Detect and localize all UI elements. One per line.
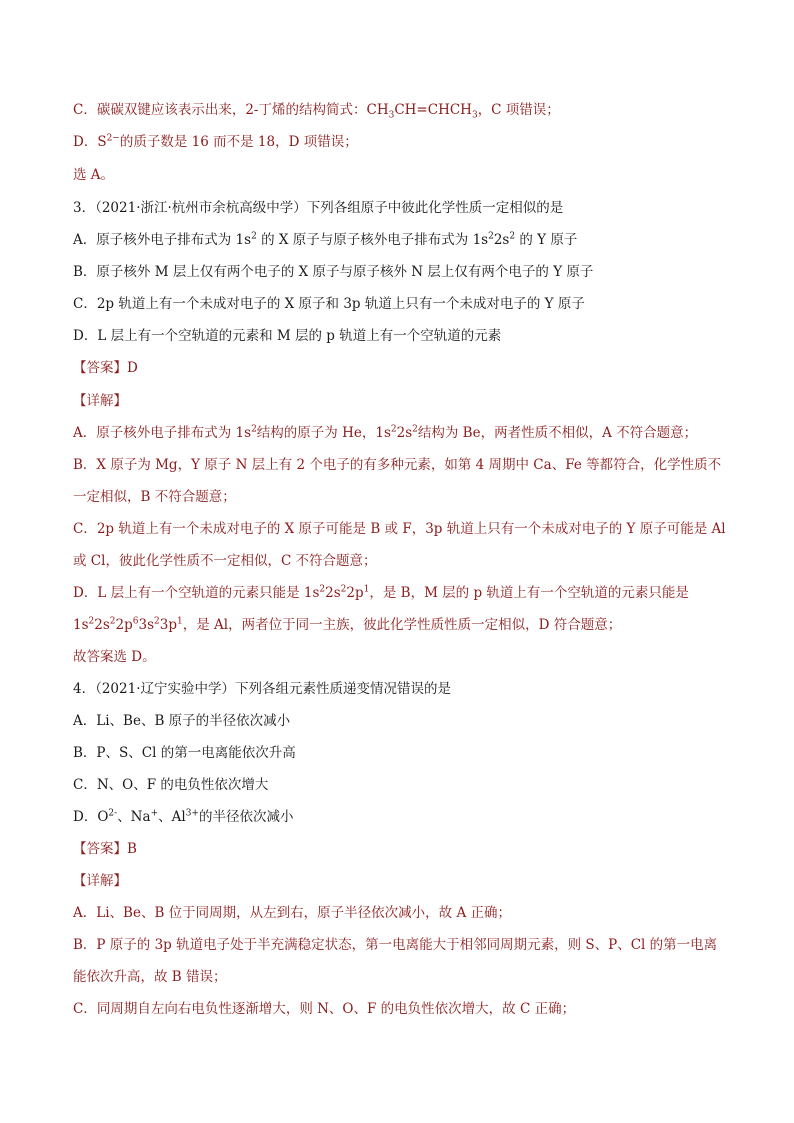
text-line-d1	[73, 132, 733, 152]
text-segment: 2-	[108, 808, 118, 819]
text-line-c1	[73, 100, 733, 120]
text-segment: 3s	[138, 617, 155, 633]
text-segment: 2	[319, 584, 326, 595]
text-line-e3b1	[73, 455, 733, 475]
text-segment: 1	[363, 584, 370, 595]
text-line-q3	[73, 198, 733, 218]
text-segment: C．同周期自左向右电负性逐渐增大，则 N、O、F 的电负性依次增大，故 C 正确；	[73, 1001, 576, 1017]
text-line-e3b2	[73, 487, 733, 507]
text-segment: 2	[251, 231, 257, 242]
text-line-q3b	[73, 262, 733, 282]
text-segment: 3p	[159, 617, 177, 633]
text-line-e3c2	[73, 551, 733, 571]
text-segment: 能依次升高，故 B 错误；	[73, 969, 227, 985]
text-segment: 2	[488, 231, 494, 242]
text-segment: 2p	[115, 617, 133, 633]
text-segment: 3+	[185, 808, 199, 819]
text-segment: 2	[88, 616, 95, 627]
text-segment: 的 X 原子与原子核外电子排布式为 1s	[256, 232, 489, 248]
text-line-q3c	[73, 294, 733, 314]
text-segment: A．原子核外电子排布式为 1s	[73, 232, 252, 248]
text-line-sel1	[73, 165, 733, 185]
text-line-det3	[73, 391, 733, 411]
text-segment: 2s	[94, 617, 110, 633]
text-segment: 、Al	[158, 809, 186, 825]
text-segment: 3．（2021·浙江·杭州市余杭高级中学）下列各组原子中彼此化学性质一定相似的是	[73, 200, 564, 216]
text-segment: 选 A。	[73, 167, 115, 183]
text-segment: 2s	[325, 585, 341, 601]
text-line-e3c1	[73, 519, 733, 539]
text-segment: 【答案】D	[73, 360, 138, 376]
text-segment: 4．（2021·辽宁实验中学）下列各组元素性质递变情况错误的是	[73, 681, 451, 697]
text-line-q3d	[73, 326, 733, 346]
text-segment: A．Li、Be、B 原子的半径依次减小	[73, 713, 291, 729]
text-segment: 3	[471, 110, 478, 121]
text-segment: 3	[388, 110, 395, 121]
text-segment: 结构为 Be，两者性质不相似，A 不符合题意；	[417, 425, 698, 441]
text-line-q3a	[73, 230, 733, 250]
text-segment: D．S	[73, 134, 107, 150]
text-segment: 1	[177, 616, 183, 627]
text-line-e4a	[73, 903, 733, 923]
text-segment: 的 Y 原子	[515, 232, 578, 248]
text-segment: CH	[366, 102, 389, 118]
text-line-q4	[73, 679, 733, 699]
text-line-q4a	[73, 711, 733, 731]
text-line-e3d2	[73, 615, 733, 635]
text-segment: 的半径依次减小	[198, 809, 294, 825]
text-segment: 2	[154, 616, 160, 627]
text-segment: 2	[509, 231, 516, 242]
text-segment: 2	[251, 424, 257, 435]
text-segment: A．Li、Be、B 位于同周期，从左到右，原子半径依次减小，故 A 正确；	[73, 905, 511, 921]
text-segment: 、Na	[117, 809, 151, 825]
text-line-det4	[73, 871, 733, 891]
text-segment: 2s	[396, 425, 413, 441]
text-segment: 2	[412, 424, 418, 435]
text-line-e4b2	[73, 967, 733, 987]
text-line-q4b	[73, 743, 733, 763]
text-segment: C．2p 轨道上有一个未成对电子的 X 原子可能是 B 或 F，3p 轨道上只有一个未成对电子的 Y 原子可能是 Al	[73, 521, 726, 537]
text-segment: 2	[109, 616, 116, 627]
text-line-e3d1	[73, 583, 733, 603]
text-segment: 【详解】	[73, 393, 127, 409]
text-segment: 2s	[493, 232, 510, 248]
text-segment: 2	[390, 424, 397, 435]
text-segment: 一定相似，B 不符合题意；	[73, 489, 236, 505]
text-line-ans4	[73, 839, 733, 859]
text-segment: 结构的原子为 He，1s	[256, 425, 391, 441]
text-line-sel3	[73, 647, 733, 667]
text-segment: +	[150, 808, 159, 819]
text-segment: 2	[340, 584, 347, 595]
text-segment: B．P、S、Cl 的第一电离能依次升高	[73, 745, 296, 761]
text-segment: 或 Cl，彼此化学性质不一定相似，C 不符合题意；	[73, 553, 377, 569]
text-line-e3a	[73, 423, 733, 443]
text-segment: ，C 项错误；	[477, 102, 560, 118]
text-segment: D．O	[73, 809, 109, 825]
text-segment: C．碳碳双键应该表示出来，2-丁烯的结构简式：	[73, 102, 367, 118]
text-segment: 的质子数是 16 而不是 18，D 项错误；	[119, 134, 358, 150]
text-segment: A．原子核外电子排布式为 1s	[73, 425, 252, 441]
text-segment: 【详解】	[73, 873, 127, 889]
text-segment: 2p	[346, 585, 364, 601]
text-segment: C．N、O、F 的电负性依次增大	[73, 777, 269, 793]
text-line-e4c	[73, 999, 733, 1019]
text-segment: C．2p 轨道上有一个未成对电子的 X 原子和 3p 轨道上只有一个未成对电子的 Y 原子	[73, 296, 585, 312]
text-segment: CH=CHCH	[394, 102, 472, 118]
text-segment: 【答案】B	[73, 841, 137, 857]
text-segment: D．L 层上有一个空轨道的元素和 M 层的 p 轨道上有一个空轨道的元素	[73, 328, 502, 344]
text-segment: D．L 层上有一个空轨道的元素只能是 1s	[73, 585, 320, 601]
text-segment: ，是 Al，两者位于同一主族，彼此化学性质性质一定相似，D 符合题意；	[182, 617, 622, 633]
text-segment: B．X 原子为 Mg，Y 原子 N 层上有 2 个电子的有多种元素，如第 4 周期中 Ca、Fe 等都符合，化学性质不	[73, 457, 722, 473]
text-segment: B．P 原子的 3p 轨道电子处于半充满稳定状态，第一电离能大于相邻同周期元素，则 S、P、Cl 的第一电离	[73, 937, 718, 953]
text-segment: ，是 B，M 层的 p 轨道上有一个空轨道的元素只能是	[369, 585, 689, 601]
text-segment: B．原子核外 M 层上仅有两个电子的 X 原子与原子核外 N 层上仅有两个电子的 Y 原子	[73, 264, 594, 280]
text-segment: 2−	[106, 133, 120, 144]
text-segment: 故答案选 D。	[73, 649, 156, 665]
text-segment: 1s	[73, 617, 89, 633]
text-line-q4d	[73, 807, 733, 827]
text-segment: 6	[132, 616, 139, 627]
text-line-q4c	[73, 775, 733, 795]
text-line-e4b1	[73, 935, 733, 955]
text-line-ans3	[73, 358, 733, 378]
